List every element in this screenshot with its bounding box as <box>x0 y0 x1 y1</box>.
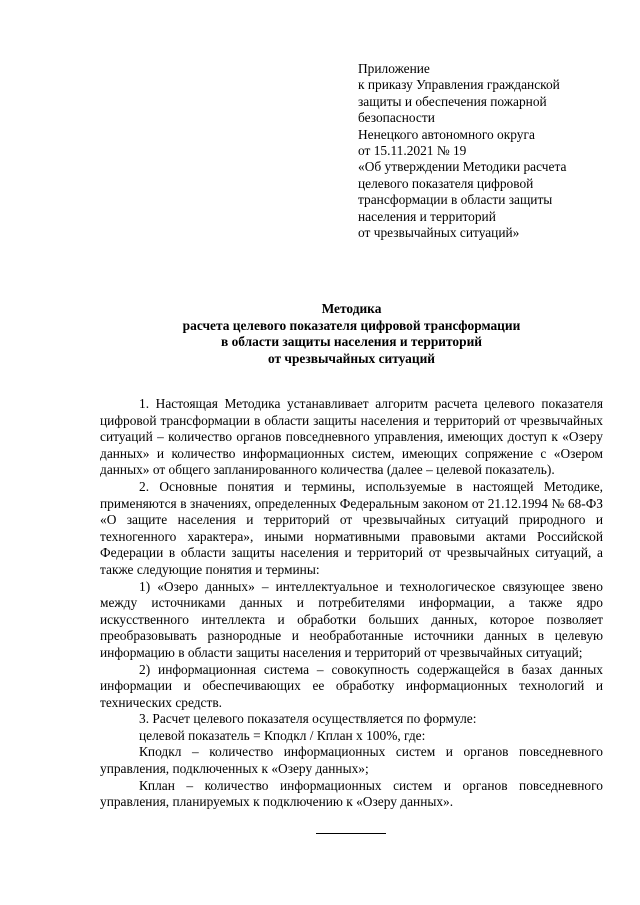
footer-divider <box>316 833 386 834</box>
appendix-line: от чрезвычайных ситуаций» <box>358 225 520 241</box>
appendix-line: «Об утверждении Методики расчета <box>358 159 567 175</box>
title-line: в области защиты населения и территорий <box>220 334 482 349</box>
paragraph: 1) «Озеро данных» – интеллектуальное и технологическое связующее звено между источниками данных и потребителями информации, а также ядро искусственного интеллекта и обработки больших данных, которое позволяет преобразовывать разнородные и необработанные источники данных в целевую информацию в области защиты населения и территорий от чрезвычайных ситуаций; <box>100 578 603 660</box>
paragraph: Кплан – количество информационных систем и органов повседневного управления, планируемых к подключению к «Озеру данных». <box>100 777 603 810</box>
title-line: от чрезвычайных ситуаций <box>267 350 436 366</box>
appendix-line: Приложение <box>358 61 430 76</box>
appendix-line: безопасности <box>358 110 435 126</box>
paragraph: Кподкл – количество информационных систем и органов повседневного управления, подключенных к «Озеру данных»; <box>100 744 603 777</box>
appendix-line: населения и территорий <box>358 208 496 224</box>
appendix-line: целевого показателя цифровой <box>358 175 534 191</box>
paragraph: 3. Расчет целевого показателя осуществляется по формуле: <box>139 711 477 727</box>
appendix-line: трансформации в области защиты <box>358 192 553 208</box>
paragraph: 1. Настоящая Методика устанавливает алгоритм расчета целевого показателя цифровой трансформации в области защиты населения и территорий от чрезвычайных ситуаций – количество органов повседневного управления, имеющих доступ к «Озеру данных» и количество информационных систем, имеющих сопряжение с «Озером данных» от общего запланированного количества (далее – целевой показатель). <box>100 396 603 478</box>
paragraph: 2. Основные понятия и термины, используемые в настоящей Методике, применяются в значениях, определенных Федеральным законом от 21.12.1994 № 68-ФЗ «О защите населения и территорий от чрезвычайных ситуаций природного и техногенного характера», иными нормативными правовыми актами Российской Федерации в области защиты населения и территорий от чрезвычайных ситуаций, а также следующие понятия и термины: <box>100 478 603 577</box>
document-body <box>100 396 603 811</box>
formula-line: целевой показатель = Кподкл / Кплан х 100%, где: <box>139 727 426 743</box>
appendix-block <box>358 61 608 241</box>
appendix-line: от 15.11.2021 № 19 <box>358 143 467 159</box>
appendix-line: защиты и обеспечения пожарной <box>358 93 547 109</box>
document-title <box>100 301 603 367</box>
appendix-line: Ненецкого автономного округа <box>358 126 535 142</box>
title-line: расчета целевого показателя цифровой трансформации <box>182 317 521 333</box>
title-line: Методика <box>321 301 382 316</box>
appendix-line: к приказу Управления гражданской <box>358 77 560 93</box>
paragraph: 2) информационная система – совокупность содержащейся в базах данных информации и обеспечивающих ее обработку информационных технологий и технических средств. <box>100 661 603 710</box>
